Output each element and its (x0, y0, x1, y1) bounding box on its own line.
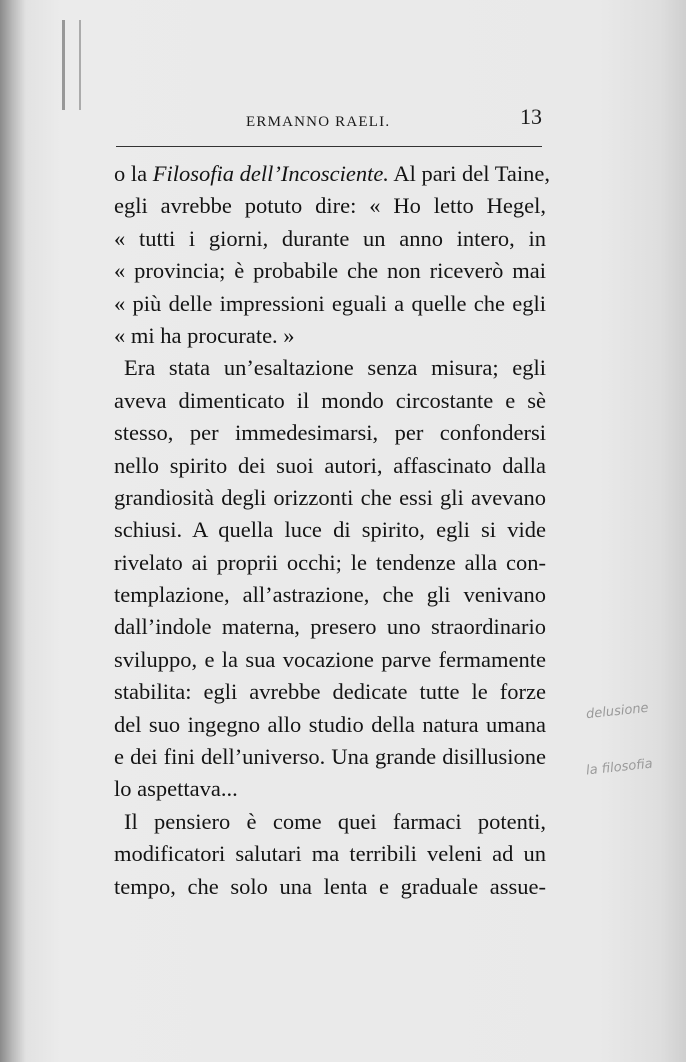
text-line: sviluppo, e la sua vocazione parve fermamente (114, 646, 546, 672)
text-line: stesso, per immedesimarsi, per confondersi (114, 420, 546, 446)
text-line: « provincia; è probabile che non riceverò mai (114, 258, 546, 284)
text-line: modificatori salutari ma terribili veleni ad un (114, 841, 546, 867)
page-header (116, 104, 546, 134)
margin-note-handwritten: delusione (585, 700, 650, 723)
body-text (114, 158, 551, 903)
text-line: rivelato ai proprii occhi; le tendenze alla con- (114, 549, 546, 575)
text-line: lo aspettava... (114, 776, 238, 802)
header-rule (116, 146, 542, 147)
text-line: del suo ingegno allo studio della natura umana (114, 711, 546, 737)
text-line: egli avrebbe potuto dire: « Ho letto Hegel, (114, 193, 546, 219)
text-line (114, 158, 551, 190)
margin-note-handwritten: la filosofia (585, 756, 654, 779)
text-line: schiusi. A quella luce di spirito, egli si vide (114, 517, 546, 543)
text-fragment: o la (114, 161, 153, 186)
text-line: « tutti i giorni, durante un anno intero, in (114, 225, 546, 251)
text-line: aveva dimenticato il mondo circostante e sè (114, 387, 546, 413)
text-line: grandiosità degli orizzonti che essi gli avevano (114, 484, 546, 510)
text-line: tempo, che solo una lenta e graduale assue- (114, 873, 546, 899)
running-title: ERMANNO RAELI. (246, 114, 391, 130)
book-title-italic: Filosofia dell’Incosciente. (152, 161, 389, 186)
text-line: Era stata un’esaltazione senza misura; egli (124, 355, 546, 381)
text-line: « più delle impressioni eguali a quelle che egli (114, 290, 546, 316)
binding-mark (62, 20, 81, 110)
text-line: dall’indole materna, presero uno straordinario (114, 614, 546, 640)
text-line: stabilita: egli avrebbe dedicate tutte le forze (114, 679, 546, 705)
page-number: 13 (520, 104, 542, 129)
text-fragment: Al pari del Taine, (388, 161, 551, 186)
text-line: « mi ha procurate. » (114, 322, 295, 348)
text-line: nello spirito dei suoi autori, affascinato dalla (114, 452, 546, 478)
text-line: e dei fini dell’universo. Una grande disillusione (114, 744, 546, 770)
text-line: Il pensiero è come quei farmaci potenti, (124, 808, 546, 834)
text-line: templazione, all’astrazione, che gli venivano (114, 582, 546, 608)
